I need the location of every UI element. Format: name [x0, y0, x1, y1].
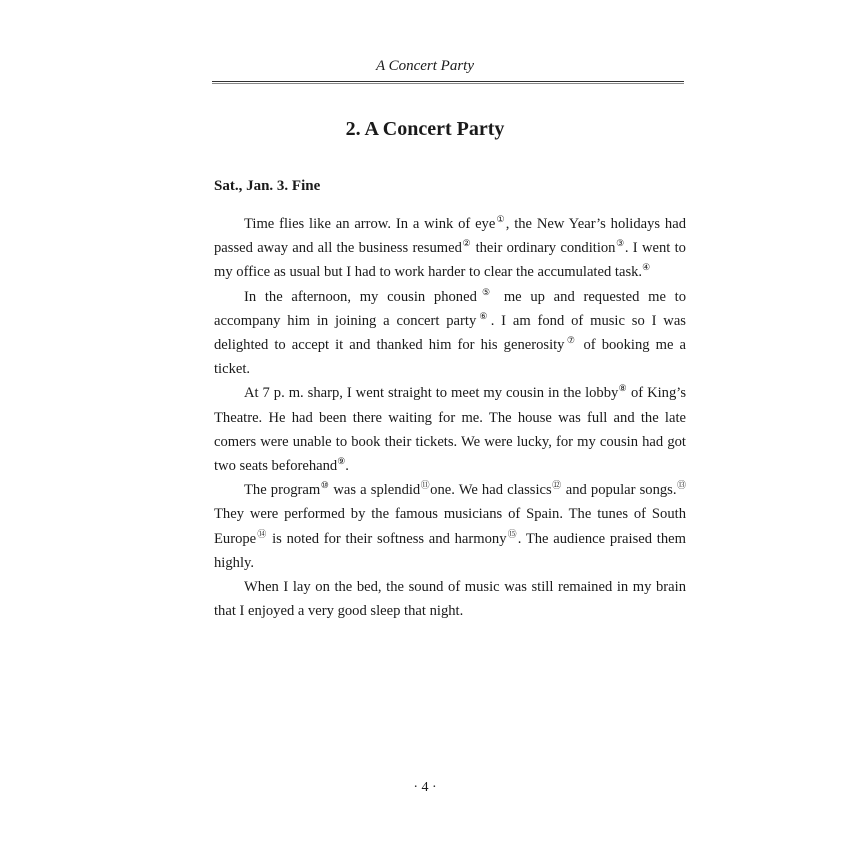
page-number: · 4 · [413, 780, 437, 795]
running-header: A Concert Party [375, 58, 475, 74]
paragraph [214, 381, 686, 478]
text-run: , the New Year’s holidays had passed away and all the business resumed [214, 216, 686, 257]
footnote-marker: ③ [615, 238, 625, 249]
text-run: of booking me a ticket. [214, 337, 686, 378]
footnote-marker: ④ [642, 262, 651, 273]
footnote-marker: ⑥ [476, 310, 491, 321]
paragraph [214, 478, 686, 575]
footnote-marker: ⑫ [551, 480, 562, 491]
text-run: . The audience praised them highly. [214, 530, 686, 571]
footnote-marker: ⑬ [676, 480, 686, 491]
text-run: one. We had classics [430, 482, 552, 499]
text-run: At 7 p. m. sharp, I went straight to meet my cousin in the lobby [244, 385, 619, 402]
text-run: The program [244, 482, 321, 499]
footnote-marker: ⑨ [337, 456, 346, 467]
text-run: They were performed by the famous musicians of Spain. The tunes of South Europe [214, 506, 686, 547]
body-text [214, 212, 686, 623]
text-run: was a splendid [329, 482, 421, 499]
footnote-marker: ⑩ [320, 480, 330, 491]
footnote-marker: ⑧ [618, 383, 628, 394]
text-run: of King’s Theatre. He had been there waiting for me. The house was full and the late comers were unable to book their tickets. We were lucky, for my cousin had got two seats beforehand [214, 385, 686, 475]
footnote-marker: ⑭ [256, 528, 268, 539]
footnote-marker: ⑤ [476, 286, 496, 297]
footnote-marker: ⑪ [420, 480, 431, 491]
text-run: is noted for their softness and harmony [267, 530, 507, 547]
paragraph [214, 285, 686, 382]
footnote-marker: ② [461, 238, 472, 249]
paragraph [214, 212, 686, 285]
text-run: and popular songs. [561, 482, 677, 499]
text-run: their ordinary condition [471, 240, 616, 257]
text-run: When I lay on the bed, the sound of music was still remained in my brain that I enjoyed a very good sleep that night. [214, 579, 686, 620]
chapter-title: 2. A Concert Party [345, 118, 505, 140]
text-run: In the afternoon, my cousin phoned [244, 288, 477, 305]
footnote-marker: ⑮ [506, 528, 518, 539]
header-rule [212, 81, 684, 84]
text-run: . [345, 458, 349, 475]
text-run: me up and requested me to accompany him in joining a concert party [214, 288, 687, 329]
paragraph [214, 575, 686, 623]
text-run: . I am fond of music so I was delighted to accept it and thanked him for his generosity [214, 312, 686, 354]
footnote-marker: ⑦ [564, 335, 578, 346]
text-run: Time flies like an arrow. In a wink of eye [244, 216, 496, 232]
text-run: . I went to my office as usual but I had to work harder to clear the accumulated task. [214, 240, 686, 281]
diary-date: Sat., Jan. 3. Fine [214, 178, 321, 194]
footnote-marker: ① [495, 214, 506, 224]
